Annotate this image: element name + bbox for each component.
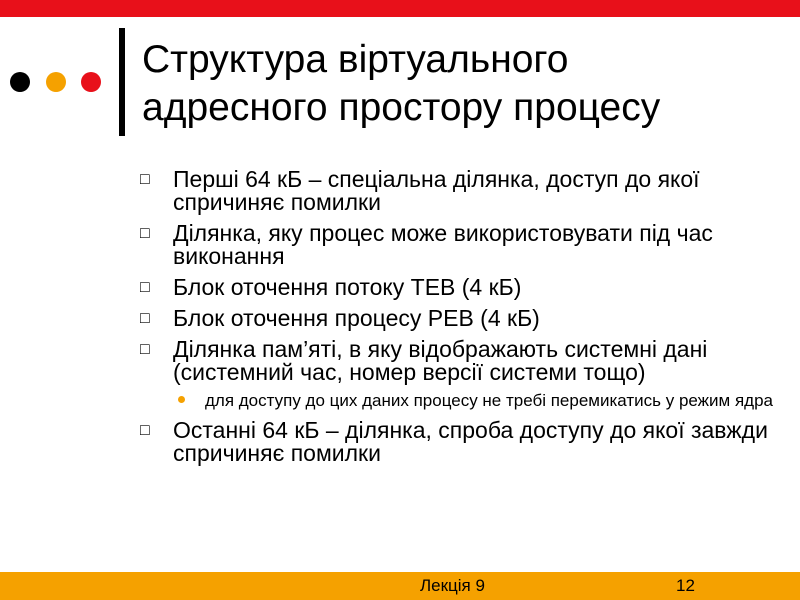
title-divider [119, 28, 125, 136]
list-item [140, 307, 790, 330]
list-item-text: Перші 64 кБ – спеціальна ділянка, доступ до якої спричиняє помилки [173, 166, 700, 215]
footer-lecture-label: Лекція 9 [420, 576, 485, 595]
sub-list-item [140, 391, 790, 410]
orange-dot-icon [46, 72, 66, 92]
sub-list-item-text: для доступу до цих даних процесу не требі перемикатись у режим ядра [205, 391, 773, 410]
bullet-list [140, 168, 790, 473]
title-line-2: адресного простору процесу [142, 86, 661, 129]
list-item [140, 222, 790, 268]
list-item-text: Ділянка пам’яті, в яку відображають системні дані (системний час, номер версії системи тощо) [173, 336, 708, 385]
square-bullet-icon: □ [140, 422, 150, 439]
list-item-text: Останні 64 кБ – ділянка, спроба доступу до якої завжди спричиняє помилки [173, 417, 768, 466]
black-dot-icon [10, 72, 30, 92]
list-item [140, 338, 790, 384]
square-bullet-icon: □ [140, 279, 150, 296]
red-dot-icon [81, 72, 101, 92]
list-item [140, 276, 790, 299]
square-bullet-icon: □ [140, 225, 150, 242]
title-line-1: Структура віртуального [142, 38, 569, 81]
page-number: 12 [676, 576, 695, 595]
list-item-text: Блок оточення потоку TEB (4 кБ) [173, 274, 522, 300]
list-item [140, 168, 790, 214]
top-accent-bar [0, 0, 800, 17]
square-bullet-icon: □ [140, 310, 150, 327]
list-item-text: Блок оточення процесу PEB (4 кБ) [173, 305, 540, 331]
list-item [140, 419, 790, 465]
orange-dot-bullet-icon [178, 396, 185, 403]
slide-title [142, 36, 782, 132]
square-bullet-icon: □ [140, 341, 150, 358]
list-item-text: Ділянка, яку процес може використовувати під час виконання [173, 220, 713, 269]
square-bullet-icon: □ [140, 171, 150, 188]
